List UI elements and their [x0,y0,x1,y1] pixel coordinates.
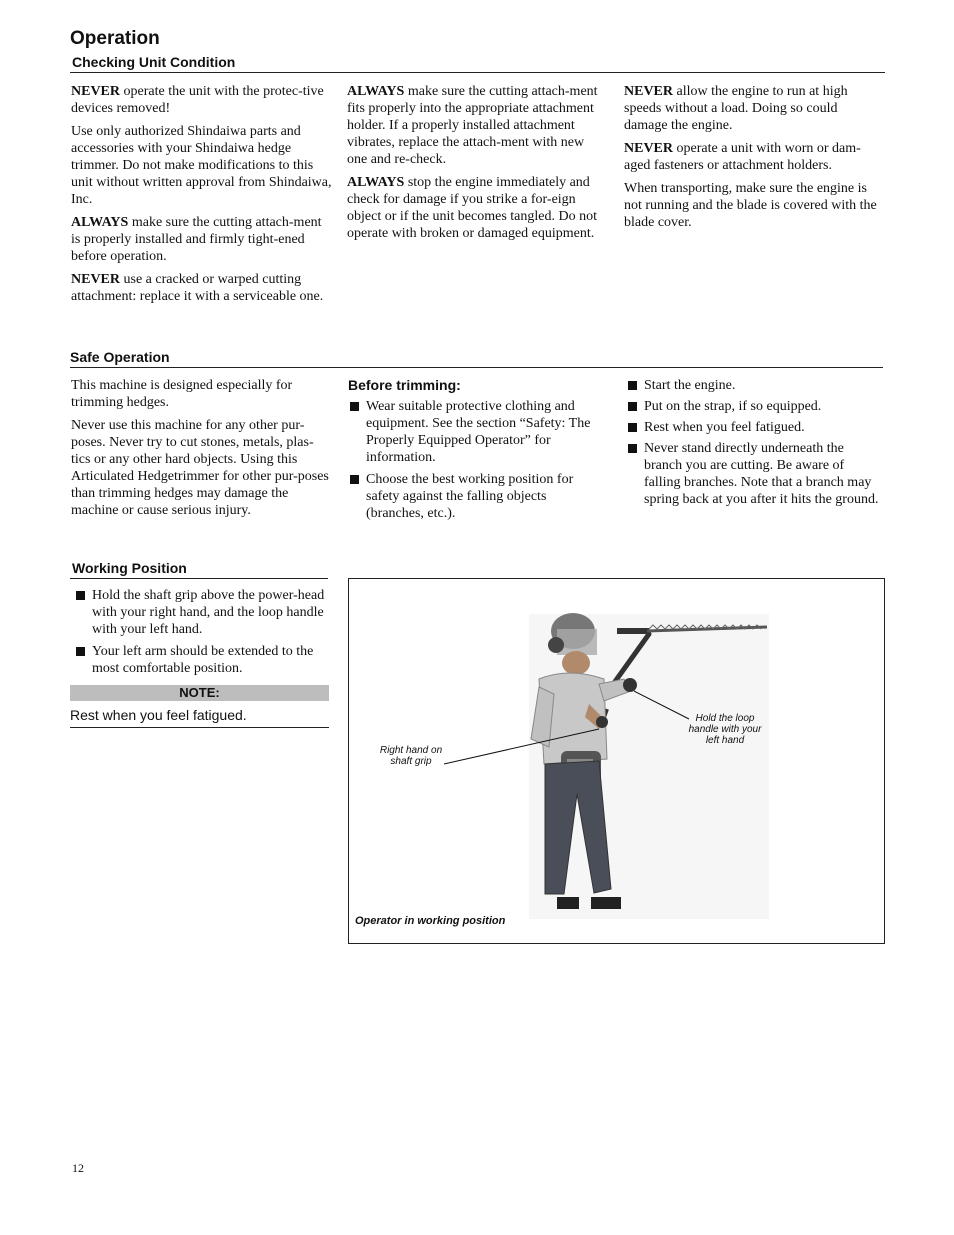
keyword: NEVER [71,272,121,287]
paragraph [347,174,602,242]
working-column [74,587,332,682]
section-heading-working: Working Position [72,560,187,576]
list-item [74,643,332,677]
checking-column-1 [71,83,333,311]
bullet-square-icon [76,647,85,656]
keyword: NEVER [624,141,674,156]
paragraph: Never use this machine for any other pur-poses. Never try to cut stones, metals, plas-tics or any other hard objects. Using this Articulated Hedgetrimmer for other pur-poses than trimming hedges may damage the machine or cause serious injury. [71,418,329,518]
bullet-square-icon [628,402,637,411]
paragraph [624,140,884,174]
keyword: ALWAYS [347,175,405,190]
paragraph [71,271,333,305]
list-item [626,440,884,508]
list-item [626,377,884,394]
bullet-square-icon [628,423,637,432]
bullet-square-icon [628,444,637,453]
list-item [74,587,332,638]
paragraph [624,83,884,134]
list-item-text: Hold the shaft grip above the power-head with your right hand, and the loop handle with your left hand. [92,588,325,637]
section-heading-safe: Safe Operation [70,349,170,365]
checking-column-3 [624,83,884,237]
list-item [626,419,884,436]
paragraph [71,83,333,117]
section-rule [70,578,328,579]
bullet-square-icon [628,381,637,390]
paragraph-text: use a cracked or warped cutting attachment: replace it with a serviceable one. [71,272,324,304]
paragraph [71,123,333,208]
safe-column-3 [626,377,884,513]
paragraph-text: stop the engine immediately and check for damage if you strike a for-eign object or if the unit becomes tangled. Do not operate with broken or damaged equipment. [347,175,597,241]
figure-frame [348,578,885,944]
paragraph: This machine is designed especially for trimming hedges. [71,378,293,410]
list-item-text: Choose the best working position for safety against the falling objects (branches, etc.). [366,472,574,521]
list-item-text: Your left arm should be extended to the most comfortable position. [92,644,314,676]
list-item-text: Wear suitable protective clothing and equipment. See the section “Safety: The Properly Equipped Operator” for information. [366,399,591,465]
section-heading-checking: Checking Unit Condition [72,54,236,70]
callout-right-hand: Right hand on shaft grip [379,745,443,767]
figure-caption: Operator in working position [355,915,506,927]
list-item-text: Rest when you feel fatigued. [644,420,805,435]
keyword: NEVER [624,84,674,99]
list-item-text: Start the engine. [644,378,736,393]
callout-loop-handle: Hold the loop handle with your left hand [688,713,762,746]
paragraph [624,180,884,231]
bullet-square-icon [76,591,85,600]
paragraph-text: allow the engine to run at high speeds without a load. Doing so could damage the engine. [624,84,848,133]
list-item-text: Never stand directly underneath the branch you are cutting. Be aware of falling branches. Note that a branch may spring back at you after it hits the ground. [644,441,879,507]
keyword: NEVER [71,84,121,99]
paragraph-text: When transporting, make sure the engine is not running and the blade is covered with the blade cover. [624,181,877,230]
list-item [348,471,600,522]
note-label: NOTE: [70,685,329,701]
paragraph-text: operate a unit with worn or dam-aged fasteners or attachment holders. [624,141,861,173]
paragraph [71,214,333,265]
section-rule [70,367,883,368]
page-title: Operation [70,28,160,49]
bullet-square-icon [350,475,359,484]
list-item [348,398,600,466]
paragraph-text: operate the unit with the protec-tive devices removed! [71,84,324,116]
paragraph-text: Use only authorized Shindaiwa parts and accessories with your Shindaiwa hedge trimmer. Do not make modifications to this unit without written approval from Shindaiwa, Inc. [71,124,332,207]
checking-column-2 [347,83,602,248]
note-text: Rest when you feel fatigued. [70,707,247,723]
safe-column-1 [71,377,333,525]
section-rule [70,72,885,73]
safe-column-2 [348,377,600,527]
paragraph [347,83,602,168]
bullet-square-icon [350,402,359,411]
list-item [626,398,884,415]
paragraph-text: make sure the cutting attach-ment is properly installed and firmly tight-ened before operation. [71,215,322,264]
page-number: 12 [72,1161,84,1175]
paragraph-text: make sure the cutting attach-ment fits properly into the appropriate attachment holder. If a properly installed attachment vibrates, replace the attach-ment with new one and re-check. [347,84,598,167]
list-item-text: Put on the strap, if so equipped. [644,399,822,414]
keyword: ALWAYS [71,215,129,230]
keyword: ALWAYS [347,84,405,99]
note-rule [70,727,329,728]
before-trimming-heading: Before trimming: [348,377,461,393]
